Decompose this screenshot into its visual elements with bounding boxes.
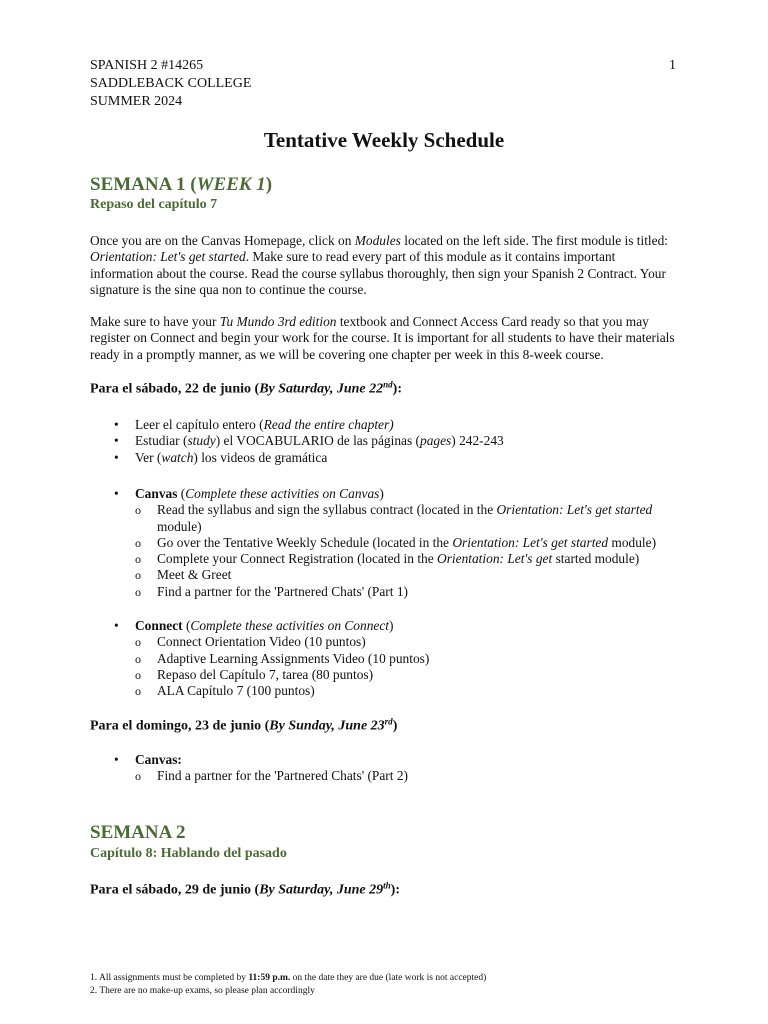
task-text: ) el VOCABULARIO de las páginas (: [215, 433, 421, 449]
footnote-1: [90, 972, 486, 984]
week-1-heading-close: ): [265, 174, 273, 195]
footnote-deadline: 11:59 p.m.: [248, 973, 291, 983]
activity-italic: Orientation: Let's get: [437, 551, 553, 567]
task-text: Ver (: [135, 449, 162, 465]
week-1-sunday-due-heading: [90, 716, 397, 735]
intro-italic-2: Orientation: Let's get started: [90, 249, 246, 265]
materials-text-1: Make sure to have your: [90, 314, 220, 329]
due-sat-english: By Saturday, June 22: [259, 381, 384, 397]
list-item: [114, 618, 684, 699]
connect-activity-list: [135, 634, 684, 699]
week-1-heading-text: SEMANA 1 (: [90, 174, 197, 195]
task-text: Estudiar (: [135, 433, 188, 449]
canvas-label: Canvas:: [135, 752, 182, 767]
task-italic: study: [187, 433, 216, 449]
list-item: [135, 502, 684, 535]
canvas-note: Complete these activities on Canvas: [185, 486, 380, 501]
list-item: [114, 486, 684, 600]
due-sat-close: ):: [390, 882, 400, 898]
paren-close: ): [379, 486, 384, 501]
due-sat-english: By Saturday, June 29: [259, 882, 384, 898]
week-1-intro-paragraph: [90, 233, 680, 298]
intro-text-1: Once you are on the Canvas Homepage, click on: [90, 233, 355, 248]
week-1-heading: [90, 174, 272, 196]
paren-open: (: [182, 618, 191, 633]
week-2-subtitle: Capítulo 8: Hablando del pasado: [90, 846, 287, 861]
due-sat-ordinal: th: [383, 880, 391, 890]
list-item: [135, 551, 684, 567]
due-sat-spanish: Para el sábado, 29 de junio (: [90, 882, 260, 898]
task-text: ) los videos de gramática: [193, 449, 328, 465]
task-italic: pages: [420, 433, 452, 449]
term: SUMMER 2024: [90, 94, 183, 109]
due-sun-english: By Sunday, June 23: [269, 718, 385, 734]
paren-open: (: [177, 486, 186, 501]
week-2-heading: SEMANA 2: [90, 822, 186, 843]
week-1-subtitle: Repaso del capítulo 7: [90, 197, 218, 212]
activity-text: started module): [552, 551, 640, 567]
list-item: [114, 450, 684, 466]
due-sat-spanish: Para el sábado, 22 de junio (: [90, 381, 260, 397]
activity-italic: Orientation: Let's get started: [452, 534, 609, 550]
connect-note: Complete these activities on Connect: [190, 618, 389, 633]
list-item: [114, 752, 684, 785]
task-italic: watch: [161, 449, 194, 465]
list-item: [114, 433, 684, 449]
list-item: o Adaptive Learning Assignments Video (10 puntos): [135, 651, 684, 667]
footnote-text: 1. All assignments must be completed by: [90, 973, 249, 983]
paren-close: ): [389, 618, 394, 633]
sunday-activity-list: [135, 768, 684, 784]
sunday-canvas-activities: [114, 752, 684, 785]
footnote-text: on the date they are due (late work is not accepted): [290, 973, 487, 983]
task-italic: Read the entire chapter): [263, 417, 394, 432]
connect-activities: [114, 618, 684, 699]
due-sun-spanish: Para el domingo, 23 de junio (: [90, 718, 270, 734]
list-item: o Connect Orientation Video (10 puntos): [135, 634, 684, 650]
canvas-activities: [114, 486, 684, 600]
activity-text: Go over the Tentative Weekly Schedule (located in the: [157, 534, 453, 550]
week-1-saturday-due-heading: [90, 379, 402, 398]
canvas-label: Canvas: [135, 486, 178, 501]
activity-italic: Orientation: Let's get started: [496, 502, 653, 518]
page-number: 1: [669, 58, 676, 73]
intro-text-2: located on the left side. The first module is titled:: [400, 233, 669, 248]
intro-italic-1: Modules: [354, 233, 401, 248]
task-text: ) 242-243: [451, 433, 504, 449]
materials-italic-1: Tu Mundo 3rd edition: [219, 314, 337, 329]
activity-text: Complete your Connect Registration (located in the: [157, 551, 438, 567]
activity-text: Meet & Greet: [157, 567, 232, 583]
list-item: [114, 417, 684, 433]
activity-text: Read the syllabus and sign the syllabus contract (located in the: [157, 502, 497, 518]
week-1-materials-paragraph: [90, 314, 680, 363]
activity-text: module): [608, 534, 657, 550]
connect-label: Connect: [135, 618, 183, 633]
list-item: o Find a partner for the 'Partnered Chats' (Part 2): [135, 768, 684, 784]
due-sun-close: ): [392, 718, 398, 734]
list-item: o ALA Capítulo 7 (100 puntos): [135, 683, 684, 699]
materials-text-2: textbook and Connect Access Card ready so that you may register on Connect and begin your work for the course. It is important for all students to have their materials ready in a promptly manner, as we will be covering one chapter per week in this 8-week course.: [90, 314, 675, 362]
college-name: SADDLEBACK COLLEGE: [90, 76, 252, 91]
chapter-tasks-list: [114, 417, 684, 466]
due-sat-close: ):: [392, 381, 402, 397]
due-sat-ordinal: nd: [383, 379, 393, 389]
intro-text-3: . Make sure to read every part of this module as it contains important information about the course. Read the course syllabus thoroughly, then sign your Spanish 2 Contract. Your signature is the sine qua non to continue the course.: [90, 249, 666, 297]
due-sun-ordinal: rd: [384, 716, 393, 726]
activity-text: module): [157, 518, 202, 534]
course-header: [90, 57, 251, 111]
list-item: [135, 567, 684, 583]
footnote-2: 2. There are no make-up exams, so please plan accordingly: [90, 986, 315, 996]
list-item: o Repaso del Capítulo 7, tarea (80 puntos): [135, 667, 684, 683]
week-2-saturday-due-heading: [90, 880, 400, 899]
activity-text: Find a partner for the 'Partnered Chats' (Part 1): [157, 583, 408, 599]
course-code: SPANISH 2 #14265: [90, 58, 204, 73]
list-item: [135, 584, 684, 600]
week-1-heading-english: WEEK 1: [196, 174, 266, 195]
canvas-activity-list: [135, 502, 684, 600]
list-item: [135, 535, 684, 551]
page-title: Tentative Weekly Schedule: [263, 128, 505, 152]
task-text: Leer el capítulo entero (: [135, 417, 264, 432]
